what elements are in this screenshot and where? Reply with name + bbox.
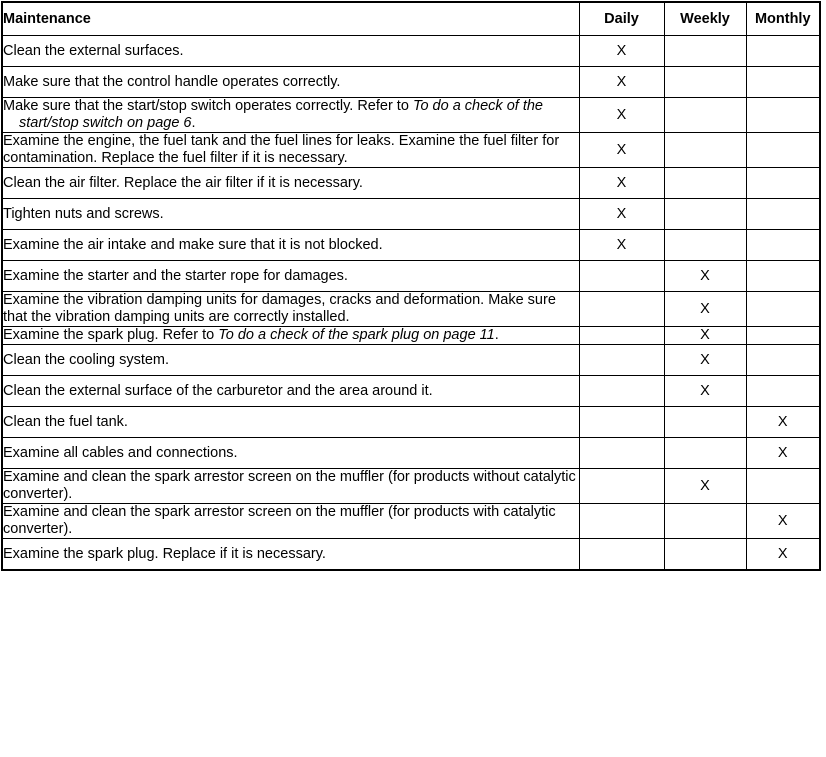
task-cell (2, 438, 579, 469)
task-cell (2, 539, 579, 571)
daily-mark-cell (579, 438, 664, 469)
task-text: Clean the external surfaces. (3, 42, 184, 59)
weekly-mark-cell (664, 168, 746, 199)
monthly-mark-cell (746, 469, 820, 504)
task-text: Make sure that the control handle operates correctly. (3, 73, 341, 90)
task-reference-italic: To do a check of the start/stop switch on page 6 (19, 98, 543, 131)
daily-mark-cell (579, 504, 664, 539)
weekly-mark-cell (664, 504, 746, 539)
column-header-maintenance: Maintenance (2, 2, 579, 36)
weekly-mark-cell (664, 133, 746, 168)
daily-mark-cell (579, 345, 664, 376)
table-row (2, 345, 820, 376)
task-text-segment: Make sure that the start/stop switch operates correctly. Refer to (3, 98, 413, 114)
task-text: Examine the vibration damping units for damages, cracks and deformation. Make sure that the vibration damping units are correctly installed. (3, 292, 556, 325)
weekly-mark-cell (664, 230, 746, 261)
table-row (2, 438, 820, 469)
monthly-mark-cell (746, 67, 820, 98)
column-header-daily: Daily (579, 2, 664, 36)
daily-mark-cell: X (579, 168, 664, 199)
table-row (2, 199, 820, 230)
task-cell (2, 261, 579, 292)
task-cell (2, 230, 579, 261)
table-row (2, 292, 820, 327)
column-header-weekly: Weekly (664, 2, 746, 36)
task-text: Clean the air filter. Replace the air filter if it is necessary. (3, 174, 363, 191)
task-text: Clean the fuel tank. (3, 413, 128, 430)
table-row (2, 469, 820, 504)
task-cell (2, 199, 579, 230)
task-text: Examine the starter and the starter rope for damages. (3, 267, 348, 284)
task-text (3, 98, 579, 132)
weekly-mark-cell (664, 199, 746, 230)
task-text-segment: . (494, 327, 499, 343)
task-cell (2, 67, 579, 98)
table-row (2, 133, 820, 168)
monthly-mark-cell (746, 133, 820, 168)
task-cell (2, 98, 579, 133)
task-cell (2, 292, 579, 327)
daily-mark-cell (579, 261, 664, 292)
weekly-mark-cell (664, 407, 746, 438)
table-header (2, 2, 820, 36)
daily-mark-cell (579, 327, 664, 345)
weekly-mark-cell: X (664, 292, 746, 327)
table-row (2, 36, 820, 67)
weekly-mark-cell: X (664, 376, 746, 407)
daily-mark-cell: X (579, 230, 664, 261)
weekly-mark-cell: X (664, 345, 746, 376)
daily-mark-cell: X (579, 67, 664, 98)
table-row (2, 168, 820, 199)
daily-mark-cell: X (579, 199, 664, 230)
weekly-mark-cell (664, 36, 746, 67)
weekly-mark-cell: X (664, 327, 746, 345)
daily-mark-cell (579, 292, 664, 327)
header-row (2, 2, 820, 36)
monthly-mark-cell (746, 292, 820, 327)
monthly-mark-cell (746, 168, 820, 199)
daily-mark-cell: X (579, 98, 664, 133)
table-row (2, 327, 820, 345)
daily-mark-cell (579, 469, 664, 504)
task-text: Examine all cables and connections. (3, 444, 238, 461)
weekly-mark-cell (664, 539, 746, 571)
monthly-mark-cell: X (746, 407, 820, 438)
monthly-mark-cell: X (746, 539, 820, 571)
task-text-segment: . (191, 115, 196, 131)
table-row (2, 230, 820, 261)
table-body (2, 36, 820, 571)
table-row (2, 261, 820, 292)
task-text-segment: Examine the spark plug. Refer to (3, 327, 219, 343)
daily-mark-cell (579, 539, 664, 571)
monthly-mark-cell (746, 36, 820, 67)
table-row (2, 376, 820, 407)
monthly-mark-cell (746, 98, 820, 133)
daily-mark-cell: X (579, 133, 664, 168)
monthly-mark-cell (746, 230, 820, 261)
task-text: Clean the cooling system. (3, 351, 170, 368)
column-header-monthly: Monthly (746, 2, 820, 36)
task-cell (2, 36, 579, 67)
weekly-mark-cell: X (664, 261, 746, 292)
weekly-mark-cell (664, 98, 746, 133)
task-text (3, 327, 579, 344)
maintenance-schedule-table (1, 1, 821, 571)
table-row (2, 67, 820, 98)
task-cell (2, 168, 579, 199)
monthly-mark-cell: X (746, 438, 820, 469)
task-text: Examine the engine, the fuel tank and the fuel lines for leaks. Examine the fuel filter for contamination. Replace the fuel filter if it is necessary. (3, 133, 560, 166)
task-reference-italic: To do a check of the spark plug on page 11 (218, 327, 495, 343)
weekly-mark-cell (664, 438, 746, 469)
task-cell (2, 133, 579, 168)
monthly-mark-cell (746, 327, 820, 345)
table-row (2, 539, 820, 571)
task-cell (2, 345, 579, 376)
daily-mark-cell (579, 376, 664, 407)
weekly-mark-cell (664, 67, 746, 98)
task-cell (2, 407, 579, 438)
task-cell (2, 504, 579, 539)
monthly-mark-cell (746, 345, 820, 376)
task-cell (2, 327, 579, 345)
table-row (2, 98, 820, 133)
weekly-mark-cell: X (664, 469, 746, 504)
table-row (2, 504, 820, 539)
task-text: Examine and clean the spark arrestor screen on the muffler (for products with catalytic converter). (3, 504, 556, 537)
daily-mark-cell: X (579, 36, 664, 67)
monthly-mark-cell (746, 261, 820, 292)
monthly-mark-cell (746, 376, 820, 407)
table-row (2, 407, 820, 438)
task-text: Examine the spark plug. Replace if it is necessary. (3, 545, 326, 562)
task-text: Examine and clean the spark arrestor screen on the muffler (for products without catalytic converter). (3, 469, 576, 502)
task-text: Examine the air intake and make sure that it is not blocked. (3, 236, 383, 253)
task-cell (2, 376, 579, 407)
monthly-mark-cell (746, 199, 820, 230)
task-text: Tighten nuts and screws. (3, 205, 164, 222)
daily-mark-cell (579, 407, 664, 438)
monthly-mark-cell: X (746, 504, 820, 539)
task-cell (2, 469, 579, 504)
task-text: Clean the external surface of the carburetor and the area around it. (3, 382, 433, 399)
